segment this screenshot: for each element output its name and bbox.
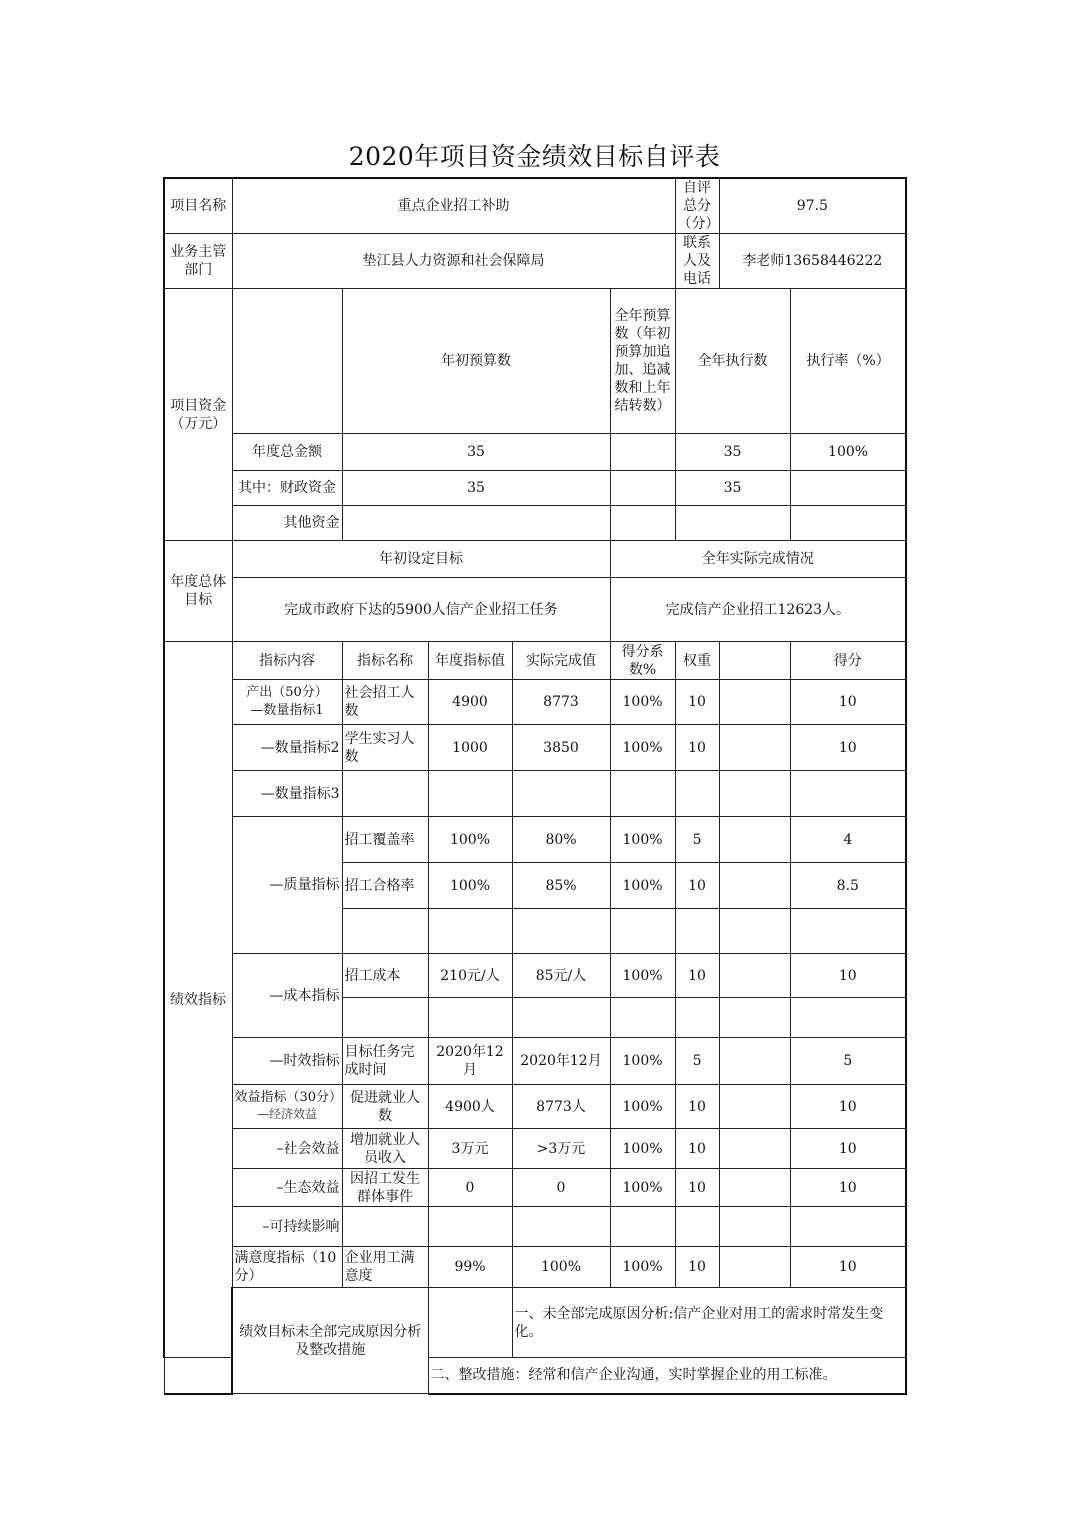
ind-row-actual: 85元/人 bbox=[512, 954, 610, 998]
ind-row-coef: 100% bbox=[610, 954, 675, 998]
annual-goal-label: 年度总体目标 bbox=[164, 541, 232, 642]
funds-row-full bbox=[610, 506, 675, 541]
ind-row-blank bbox=[719, 1085, 790, 1129]
ind-group-benefit-label: 效益指标（30分） bbox=[234, 1090, 343, 1105]
ind-group-benefit bbox=[232, 1085, 342, 1129]
ind-group-qty3: —数量指标3 bbox=[232, 771, 342, 817]
ind-row-weight: 10 bbox=[675, 1169, 719, 1207]
analysis-label: 绩效目标未全部完成原因分析及整改措施 bbox=[232, 1288, 428, 1394]
dept-value: 垫江县人力资源和社会保障局 bbox=[232, 234, 675, 289]
ind-group-satisfaction: 满意度指标（10分） bbox=[232, 1247, 342, 1288]
ind-row-actual: 100% bbox=[512, 1247, 610, 1288]
funds-row-initial bbox=[342, 506, 610, 541]
funds-col-initial: 年初预算数 bbox=[342, 289, 610, 434]
ind-row-blank bbox=[719, 817, 790, 863]
page-title: 2020年项目资金绩效目标自评表 bbox=[348, 142, 721, 171]
ind-row-weight: 10 bbox=[675, 680, 719, 725]
ind-row-weight: 10 bbox=[675, 1085, 719, 1129]
ind-row-score: 4 bbox=[790, 817, 906, 863]
ind-row-actual: 0 bbox=[512, 1169, 610, 1207]
indicators-label: 绩效指标 bbox=[164, 642, 232, 1358]
ind-row-actual: 8773人 bbox=[512, 1085, 610, 1129]
ind-row-target: 100% bbox=[428, 863, 512, 909]
funds-label: 项目资金（万元） bbox=[164, 289, 232, 541]
ind-row-actual: 3850 bbox=[512, 725, 610, 771]
ind-row-actual: >3万元 bbox=[512, 1129, 610, 1169]
ind-row-blank bbox=[719, 863, 790, 909]
ind-row-actual: 80% bbox=[512, 817, 610, 863]
ind-col-target: 年度指标值 bbox=[428, 642, 512, 680]
ind-row-target: 4900 bbox=[428, 680, 512, 725]
ind-row-target: 100% bbox=[428, 817, 512, 863]
annual-goal-set-label: 年初设定目标 bbox=[232, 541, 610, 578]
ind-row-score: 10 bbox=[790, 1247, 906, 1288]
funds-row-initial: 35 bbox=[342, 434, 610, 471]
ind-row-target: 0 bbox=[428, 1169, 512, 1207]
ind-row-weight: 10 bbox=[675, 863, 719, 909]
funds-row-rate bbox=[790, 506, 906, 541]
analysis-reason: 一、未全部完成原因分析:信产企业对用工的需求时常发生变化。 bbox=[512, 1288, 906, 1358]
ind-row-name: 招工成本 bbox=[342, 954, 428, 998]
ind-row-name: 增加就业人员收入 bbox=[342, 1129, 428, 1169]
funds-row-full bbox=[610, 434, 675, 471]
ind-row-coef: 100% bbox=[610, 817, 675, 863]
funds-col-full: 全年预算数（年初预算加追加、追减数和上年结转数） bbox=[610, 289, 675, 434]
ind-row-score: 10 bbox=[790, 1169, 906, 1207]
funds-col-rate: 执行率（%） bbox=[790, 289, 906, 434]
ind-group-sustain: –可持续影响 bbox=[232, 1207, 342, 1247]
ind-col-actual: 实际完成值 bbox=[512, 642, 610, 680]
ind-row-coef: 100% bbox=[610, 1169, 675, 1207]
ind-row-blank bbox=[719, 725, 790, 771]
ind-row-target: 99% bbox=[428, 1247, 512, 1288]
project-name-value: 重点企业招工补助 bbox=[232, 178, 675, 234]
ind-group-qty1: 产出（50分） —数量指标1 bbox=[232, 680, 342, 725]
self-score-value: 97.5 bbox=[719, 178, 906, 234]
ind-col-coef: 得分系数% bbox=[610, 642, 675, 680]
self-score-label: 自评总分（分） bbox=[675, 178, 719, 234]
ind-row-blank bbox=[719, 1129, 790, 1169]
ind-row-name: 招工合格率 bbox=[342, 863, 428, 909]
ind-row-coef: 100% bbox=[610, 725, 675, 771]
ind-col-blank bbox=[719, 642, 790, 680]
ind-row-coef: 100% bbox=[610, 1085, 675, 1129]
funds-row-initial: 35 bbox=[342, 471, 610, 506]
ind-group-benefit-overflow: —经济效益 bbox=[256, 1107, 317, 1121]
funds-row-name: 其中：财政资金 bbox=[232, 471, 342, 506]
self-evaluation-table bbox=[163, 177, 907, 1395]
ind-row-score: 5 bbox=[790, 1038, 906, 1085]
ind-row-name: 学生实习人数 bbox=[342, 725, 428, 771]
ind-row-coef: 100% bbox=[610, 863, 675, 909]
ind-row-score: 10 bbox=[790, 1129, 906, 1169]
contact-label: 联系人及电话 bbox=[675, 234, 719, 289]
ind-row-target: 3万元 bbox=[428, 1129, 512, 1169]
ind-row-blank bbox=[719, 954, 790, 998]
ind-row-target: 2020年12月 bbox=[428, 1038, 512, 1085]
funds-row-rate: 100% bbox=[790, 434, 906, 471]
ind-row-coef: 100% bbox=[610, 1247, 675, 1288]
ind-row-blank bbox=[719, 1247, 790, 1288]
funds-row-rate bbox=[790, 471, 906, 506]
ind-col-score: 得分 bbox=[790, 642, 906, 680]
ind-row-weight: 10 bbox=[675, 954, 719, 998]
ind-row-name: 因招工发生群体事件 bbox=[342, 1169, 428, 1207]
ind-row-target: 1000 bbox=[428, 725, 512, 771]
ind-group-eco: –生态效益 bbox=[232, 1169, 342, 1207]
funds-col-executed: 全年执行数 bbox=[675, 289, 790, 434]
ind-row-target: 210元/人 bbox=[428, 954, 512, 998]
annual-goal-set-text: 完成市政府下达的5900人信产企业招工任务 bbox=[232, 578, 610, 642]
ind-row-blank bbox=[719, 1169, 790, 1207]
ind-row-weight: 5 bbox=[675, 1038, 719, 1085]
ind-row-target: 4900人 bbox=[428, 1085, 512, 1129]
funds-row-name: 年度总金额 bbox=[232, 434, 342, 471]
ind-group-qty2: —数量指标2 bbox=[232, 725, 342, 771]
ind-row-name: 目标任务完成时间 bbox=[342, 1038, 428, 1085]
ind-group-quality: —质量指标 bbox=[232, 817, 342, 954]
funds-row-full bbox=[610, 471, 675, 506]
ind-row-actual: 8773 bbox=[512, 680, 610, 725]
ind-row-weight: 5 bbox=[675, 817, 719, 863]
ind-row-score: 10 bbox=[790, 680, 906, 725]
ind-col-weight: 权重 bbox=[675, 642, 719, 680]
ind-row-score: 10 bbox=[790, 1085, 906, 1129]
ind-group-time: —时效指标 bbox=[232, 1038, 342, 1085]
ind-col-name: 指标名称 bbox=[342, 642, 428, 680]
ind-col-content: 指标内容 bbox=[232, 642, 342, 680]
ind-row-name: 促进就业人数 bbox=[342, 1085, 428, 1129]
analysis-blank-1 bbox=[428, 1288, 512, 1358]
ind-row-score: 10 bbox=[790, 954, 906, 998]
ind-row-blank bbox=[719, 1038, 790, 1085]
ind-group-social: –社会效益 bbox=[232, 1129, 342, 1169]
ind-row-name: 企业用工满意度 bbox=[342, 1247, 428, 1288]
funds-header-blank bbox=[232, 289, 342, 434]
analysis-blank-2 bbox=[164, 1358, 232, 1394]
ind-row-coef: 100% bbox=[610, 1129, 675, 1169]
analysis-measures: 二、整改措施：经常和信产企业沟通，实时掌握企业的用工标准。 bbox=[428, 1358, 906, 1394]
funds-row-executed: 35 bbox=[675, 471, 790, 506]
ind-row-coef: 100% bbox=[610, 1038, 675, 1085]
annual-goal-actual-label: 全年实际完成情况 bbox=[610, 541, 906, 578]
funds-row-name: 其他资金 bbox=[232, 506, 342, 541]
contact-value: 李老师13658446222 bbox=[719, 234, 906, 289]
ind-row-weight: 10 bbox=[675, 1247, 719, 1288]
ind-row-weight: 10 bbox=[675, 725, 719, 771]
annual-goal-actual-text: 完成信产企业招工12623人。 bbox=[610, 578, 906, 642]
ind-row-blank bbox=[719, 680, 790, 725]
ind-row-weight: 10 bbox=[675, 1129, 719, 1169]
ind-row-actual: 2020年12月 bbox=[512, 1038, 610, 1085]
funds-row-executed: 35 bbox=[675, 434, 790, 471]
funds-row-executed bbox=[675, 506, 790, 541]
dept-label: 业务主管部门 bbox=[164, 234, 232, 289]
ind-row-coef: 100% bbox=[610, 680, 675, 725]
ind-row-name: 社会招工人数 bbox=[342, 680, 428, 725]
ind-row-score: 10 bbox=[790, 725, 906, 771]
ind-row-score: 8.5 bbox=[790, 863, 906, 909]
ind-group-cost: —成本指标 bbox=[232, 954, 342, 1038]
project-name-label: 项目名称 bbox=[164, 178, 232, 234]
ind-row-name: 招工覆盖率 bbox=[342, 817, 428, 863]
ind-row-actual: 85% bbox=[512, 863, 610, 909]
